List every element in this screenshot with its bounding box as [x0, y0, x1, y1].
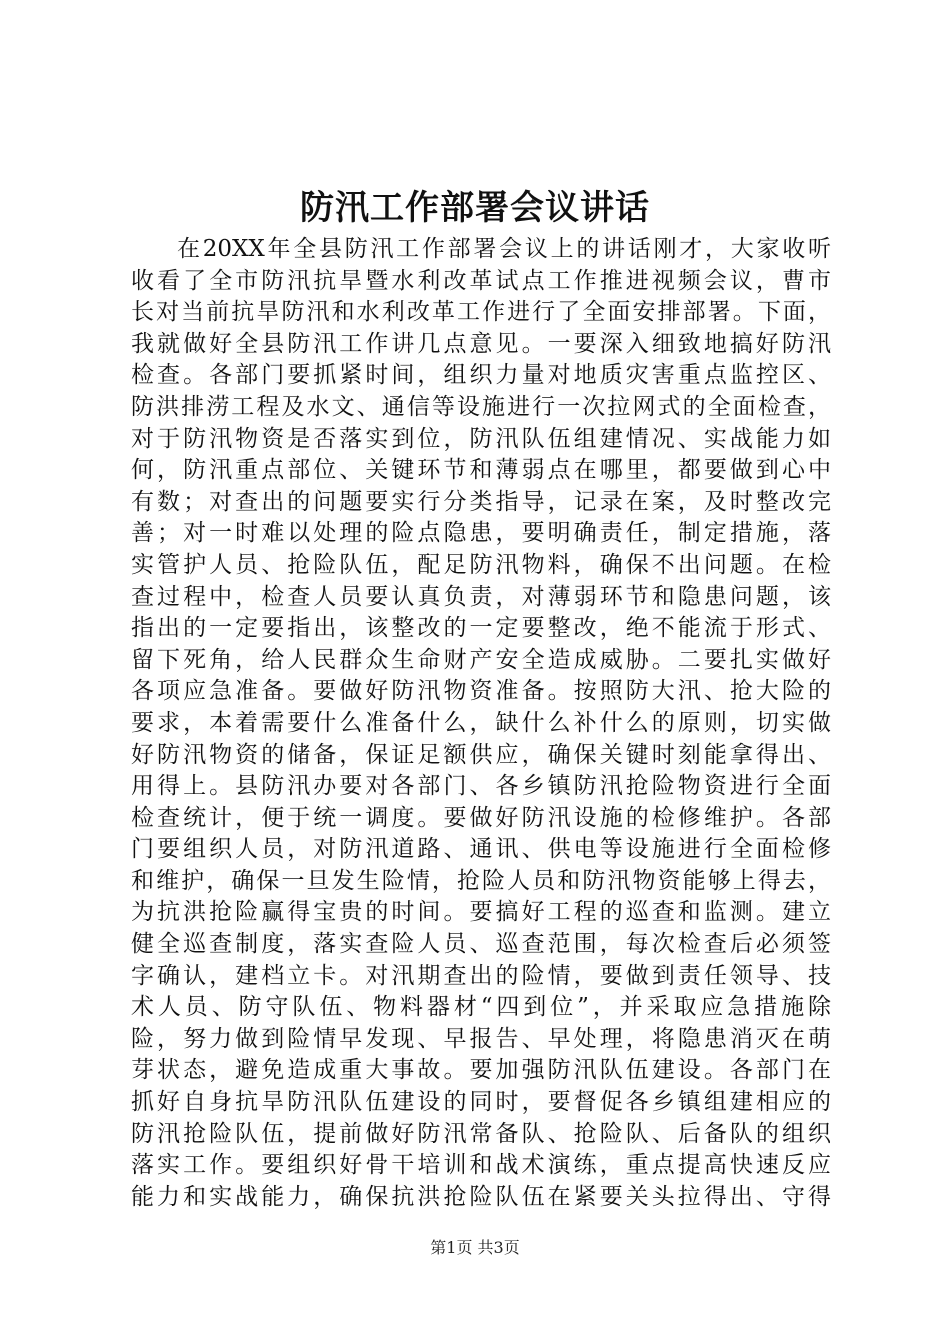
body-line: 抓好自身抗旱防汛队伍建设的同时，要督促各乡镇组建相应的 [131, 1089, 831, 1116]
body-line: 长对当前抗旱防汛和水利改革工作进行了全面安排部署。下面， [131, 299, 831, 326]
page-number-footer: 第1页 共3页 [430, 1238, 520, 1257]
body-line: 收看了全市防汛抗旱暨水利改革试点工作推进视频会议，曹市 [131, 267, 831, 294]
body-line: 健全巡查制度，落实查险人员、巡查范围，每次检查后必须签 [131, 931, 831, 958]
body-line: 查过程中，检查人员要认真负责，对薄弱环节和隐患问题，该 [131, 583, 831, 610]
body-line: 防洪排涝工程及水文、通信等设施进行一次拉网式的全面检查， [131, 393, 831, 420]
body-line: 能力和实战能力，确保抗洪抢险队伍在紧要关头拉得出、守得 [131, 1183, 831, 1210]
body-line: 在20XX年全县防汛工作部署会议上的讲话刚才，大家收听 [177, 236, 831, 262]
body-line: 和维护，确保一旦发生险情，抢险人员和防汛物资能够上得去， [131, 867, 831, 894]
body-line: 要求，本着需要什么准备什么，缺什么补什么的原则，切实做 [131, 709, 831, 736]
body-line: 何，防汛重点部位、关键环节和薄弱点在哪里，都要做到心中 [131, 457, 831, 484]
document-body [131, 234, 831, 1213]
body-line: 各项应急准备。要做好防汛物资准备。按照防大汛、抢大险的 [131, 678, 831, 705]
body-line: 实管护人员、抢险队伍，配足防汛物料，确保不出问题。在检 [131, 551, 831, 578]
body-line: 用得上。县防汛办要对各部门、各乡镇防汛抢险物资进行全面 [131, 773, 831, 800]
body-line: 检查。各部门要抓紧时间，组织力量对地质灾害重点监控区、 [131, 362, 831, 389]
body-line: 善；对一时难以处理的险点隐患，要明确责任，制定措施，落 [131, 520, 831, 547]
body-line: 落实工作。要组织好骨干培训和战术演练，重点提高快速反应 [131, 1152, 831, 1179]
body-line: 术人员、防守队伍、物料器材“四到位”，并采取应急措施除 [131, 994, 831, 1021]
body-line: 为抗洪抢险赢得宝贵的时间。要搞好工程的巡查和监测。建立 [131, 899, 831, 926]
body-line: 有数；对查出的问题要实行分类指导，记录在案，及时整改完 [131, 488, 831, 515]
body-line: 门要组织人员，对防汛道路、通讯、供电等设施进行全面检修 [131, 836, 831, 863]
body-line: 好防汛物资的储备，保证足额供应，确保关键时刻能拿得出、 [131, 741, 831, 768]
body-line: 对于防汛物资是否落实到位，防汛队伍组建情况、实战能力如 [131, 425, 831, 452]
body-line: 字确认，建档立卡。对汛期查出的险情，要做到责任领导、技 [131, 962, 831, 989]
body-line: 留下死角，给人民群众生命财产安全造成威胁。二要扎实做好 [131, 646, 831, 673]
body-line: 防汛抢险队伍，提前做好防汛常备队、抢险队、后备队的组织 [131, 1120, 831, 1147]
document-title: 防汛工作部署会议讲话 [300, 188, 650, 228]
body-line: 险，努力做到险情早发现、早报告、早处理，将隐患消灭在萌 [131, 1025, 831, 1052]
body-line: 检查统计，便于统一调度。要做好防汛设施的检修维护。各部 [131, 804, 831, 831]
body-line: 芽状态，避免造成重大事故。要加强防汛队伍建设。各部门在 [131, 1057, 831, 1084]
body-line: 我就做好全县防汛工作讲几点意见。一要深入细致地搞好防汛 [131, 330, 831, 357]
body-line: 指出的一定要指出，该整改的一定要整改，绝不能流于形式、 [131, 615, 831, 642]
